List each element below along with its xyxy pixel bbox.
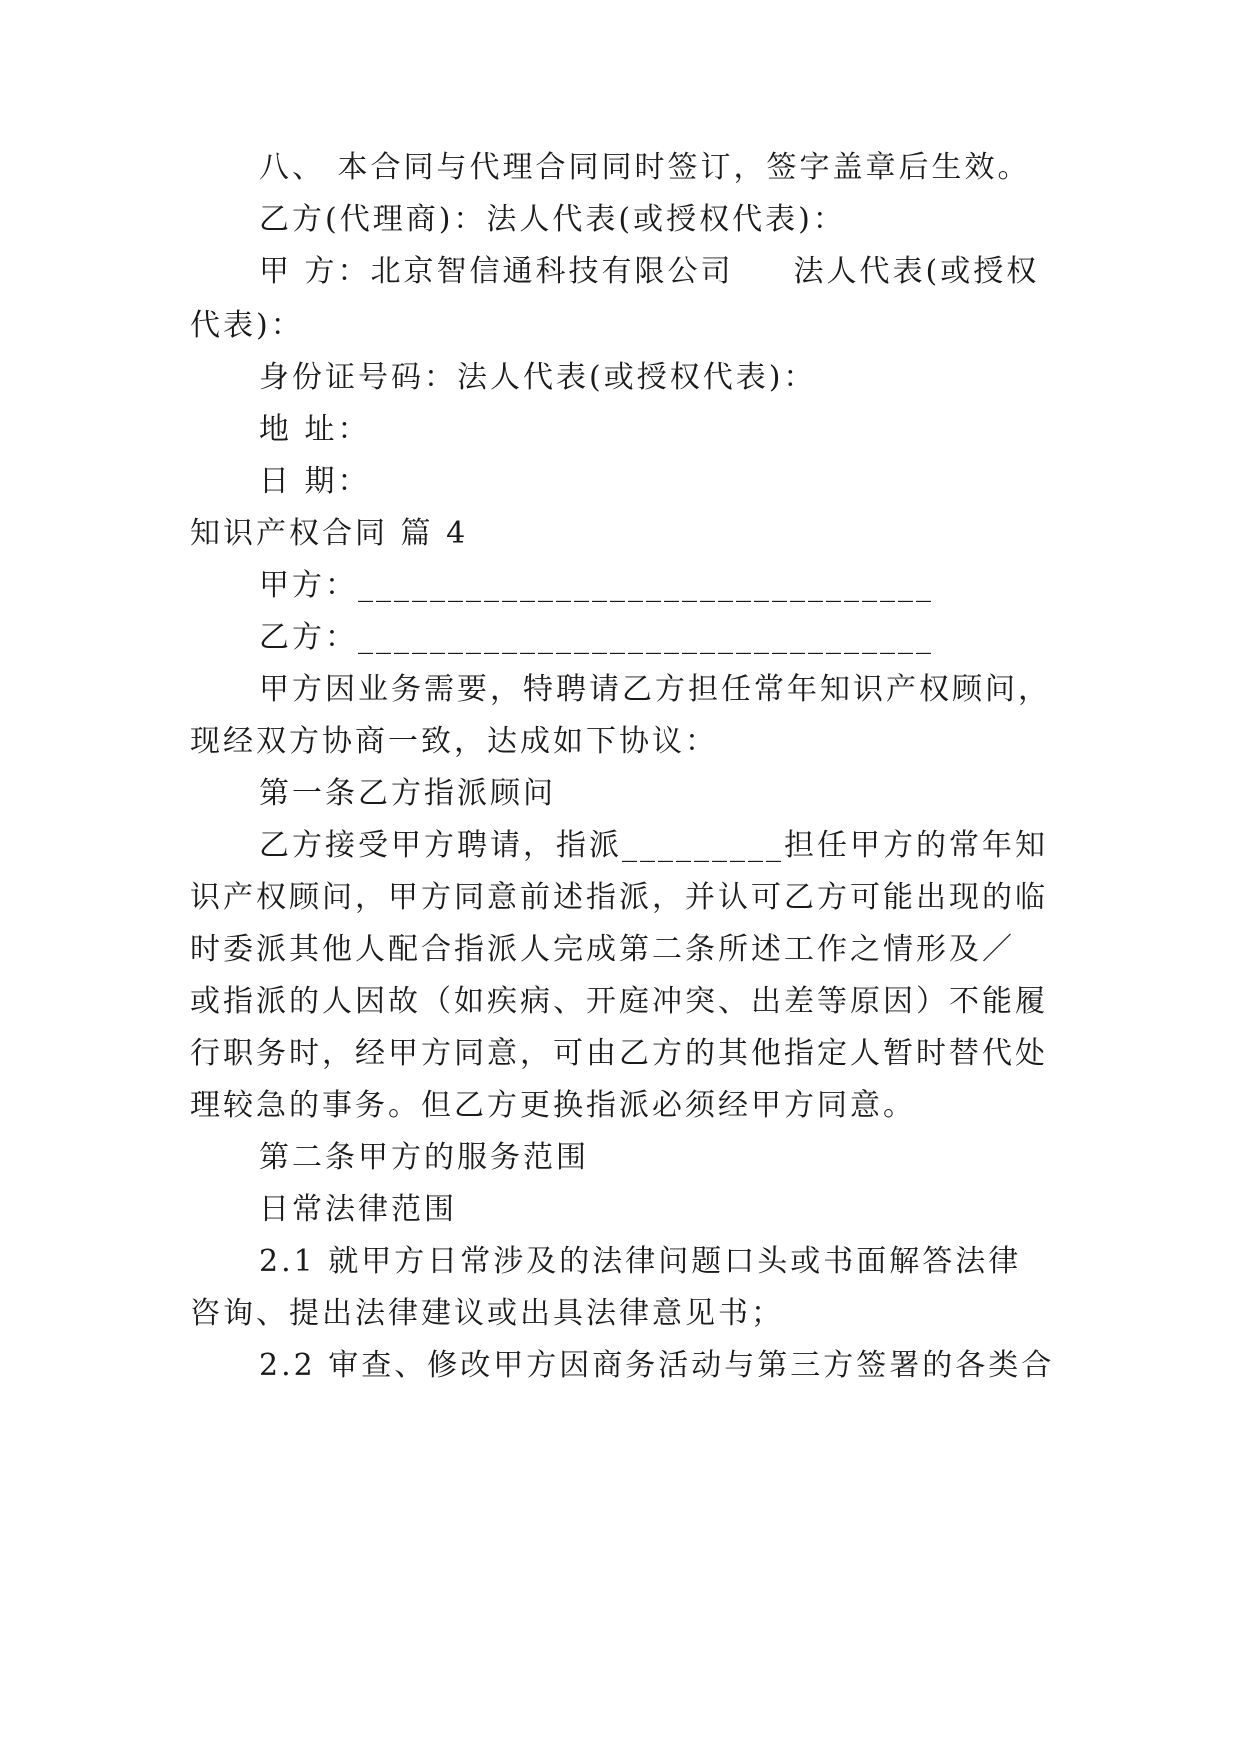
address-line: 地 址：	[259, 412, 371, 447]
article-1-line-6: 理较急的事务。但乙方更换指派必须经甲方同意。	[190, 1088, 916, 1123]
item-2-2-line-1: 2.2 审查、修改甲方因商务活动与第三方签署的各类合	[259, 1348, 1055, 1383]
id-number-line: 身份证号码：法人代表(或授权代表)：	[259, 360, 817, 395]
section-heading: 知识产权合同 篇 4	[190, 516, 469, 551]
daily-legal-scope-heading: 日常法律范围	[259, 1192, 457, 1227]
article-1-line-5: 行职务时，经甲方同意，可由乙方的其他指定人暂时替代处	[190, 1036, 1048, 1071]
article-1-line-2: 识产权顾问，甲方同意前述指派，并认可乙方可能出现的临	[190, 880, 1048, 915]
party-b-agent-line: 乙方(代理商)：法人代表(或授权代表)：	[259, 202, 846, 237]
article-1-line-1: 乙方接受甲方聘请，指派_________担任甲方的常年知	[259, 828, 1048, 863]
article-2-heading: 第二条甲方的服务范围	[259, 1140, 589, 1175]
party-a-legal-rep-continued: 代表)：	[190, 308, 304, 343]
date-line: 日 期：	[259, 464, 371, 499]
party-a-company: 甲 方：北京智信通科技有限公司	[259, 254, 734, 289]
article-1-heading: 第一条乙方指派顾问	[259, 776, 556, 811]
article-1-line-4: 或指派的人因故（如疾病、开庭冲突、出差等原因）不能履	[190, 984, 1048, 1019]
clause-8-line: 八、 本合同与代理合同同时签订，签字盖章后生效。	[259, 150, 1031, 185]
party-a-legal-rep: 法人代表(或授权	[793, 254, 1040, 289]
intro-paragraph-line-2: 现经双方协商一致，达成如下协议：	[190, 724, 718, 759]
article-1-line-3: 时委派其他人配合指派人完成第二条所述工作之情形及／	[190, 932, 1015, 967]
item-2-1-line-1: 2.1 就甲方日常涉及的法律问题口头或书面解答法律	[259, 1244, 1022, 1279]
party-a-line	[259, 252, 1039, 292]
party-b-blank-line: 乙方：________________________________	[259, 620, 934, 655]
party-a-blank-line: 甲方：________________________________	[259, 568, 934, 603]
item-2-1-line-2: 咨询、提出法律建议或出具法律意见书；	[190, 1296, 784, 1331]
intro-paragraph-line-1: 甲方因业务需要，特聘请乙方担任常年知识产权顾问，	[259, 672, 1051, 707]
